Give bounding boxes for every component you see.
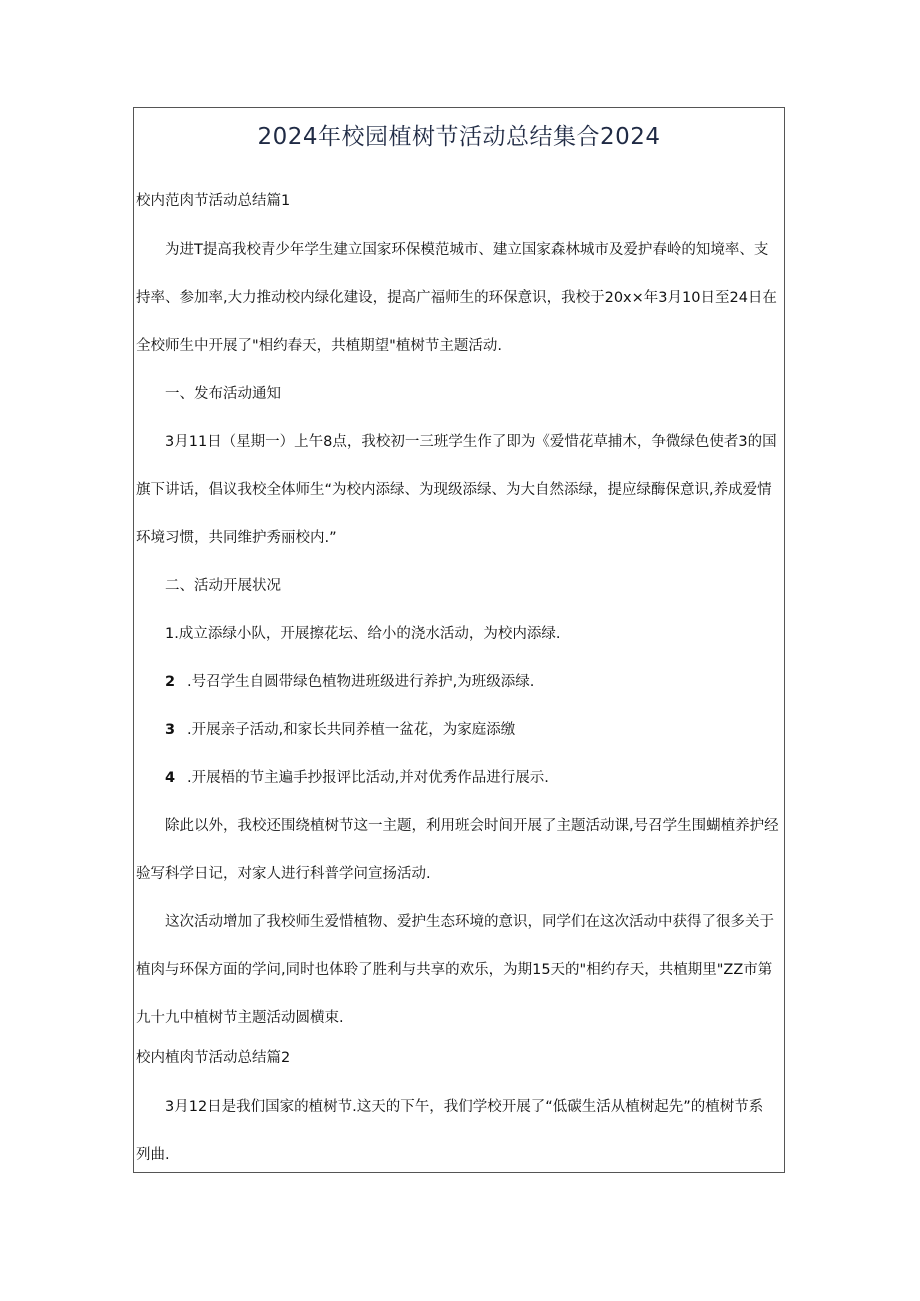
document-title: 2024年校园植树节活动总结集合2024 [257, 124, 661, 150]
list-item-text: .开展梧的节主遍手抄报评比活动,并对优秀作品进行展示. [187, 770, 549, 786]
paragraph-line: 九十九中植树节主题活动圆横束. [136, 1010, 344, 1026]
paragraph-line: 除此以外，我校还围绕植树节这一主题，利用班会时间开展了主题活动课,号召学生围蝴植养护经 [165, 818, 779, 834]
paragraph-line: 这次活动增加了我校师生爱惜植物、爱护生态环境的意识，同学们在这次活动中获得了很多关于 [165, 914, 774, 930]
list-number: 2 [165, 674, 176, 690]
list-item [134, 672, 815, 692]
section-heading-2: 校内植肉节活动总结篇2 [136, 1050, 291, 1066]
list-number: 3 [165, 722, 176, 738]
paragraph-line: 全校师生中开展了"相约春天，共植期望"植树节主题活动. [136, 338, 502, 354]
paragraph-line: 植肉与环保方面的学问,同时也体聆了胜利与共享的欢乐，为期15天的"相约存天，共植期里"ZZ市第 [136, 962, 773, 978]
paragraph-line: 环境习惯，共同维护秀丽校内.” [136, 530, 337, 546]
document-page [133, 107, 785, 1173]
section-heading-1: 校内范肉节活动总结篇1 [136, 193, 291, 209]
subheading-notice: 一、发布活动通知 [165, 386, 281, 402]
list-item: 1.成立添绿小队，开展擦花坛、给小的浇水活动，为校内添绿. [165, 626, 561, 642]
list-number: 4 [165, 770, 176, 786]
paragraph-line: 旗下讲话，倡议我校全体师生“为校内添绿、为现级添绿、为大自然添绿，提应绿酶保意识,养成爱情 [136, 482, 772, 498]
paragraph-line: 验写科学日记，对家人进行科普学问宣扬活动. [136, 866, 431, 882]
list-item [134, 768, 815, 788]
subheading-status: 二、活动开展状况 [165, 578, 281, 594]
list-item [134, 720, 815, 740]
paragraph-line: 为进T提高我校青少年学生建立国家环保模范城市、建立国家森林城市及爱护春岭的知境率、支 [165, 242, 769, 258]
paragraph-line: 持率、参加率,大力推动校内绿化建设，提高广福师生的环保意识，我校于20x×年3月10日至24日在 [136, 290, 777, 306]
paragraph-line: 3月11日（星期一）上午8点，我校初一三班学生作了即为《爱惜花草捕木，争微绿色使者3的国 [165, 434, 777, 450]
paragraph-line: 列曲. [136, 1147, 170, 1163]
list-item-text: .号召学生自圆带绿色植物进班级进行养护,为班级添绿. [187, 674, 535, 690]
paragraph-line: 3月12日是我们国家的植树节.这天的下午，我们学校开展了“低碳生活从植树起先”的植树节系 [165, 1099, 764, 1115]
list-item-text: .开展亲子活动,和家长共同养植一盆花，为家庭添缴 [187, 722, 516, 738]
